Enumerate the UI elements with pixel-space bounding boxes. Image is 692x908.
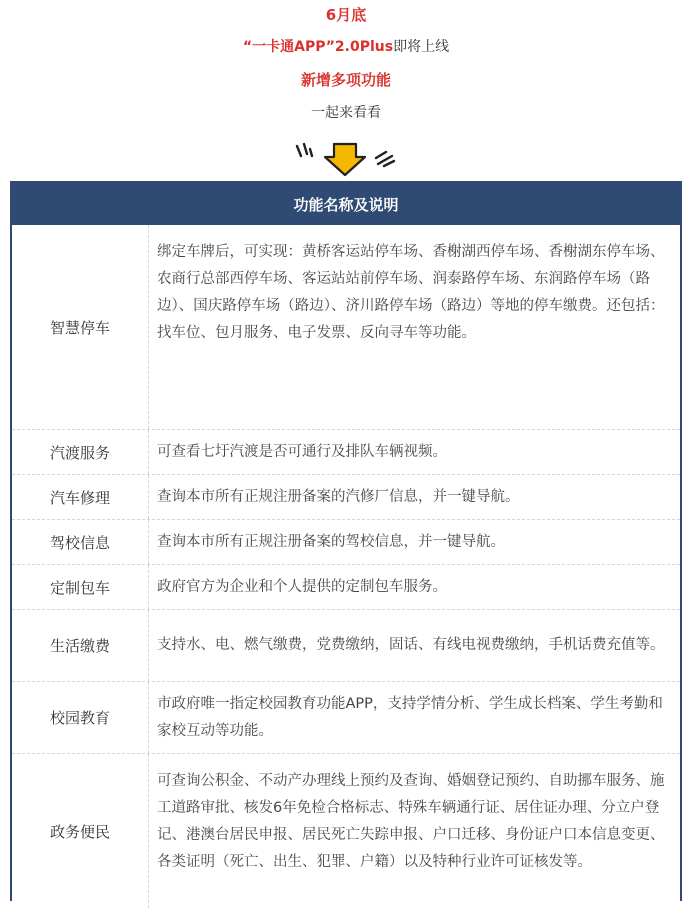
intro-launch-text: 即将上线: [393, 39, 450, 55]
table-row: [12, 610, 680, 682]
table-row: [12, 754, 680, 908]
intro-app-name: “一卡通APP”2.0Plus: [242, 39, 394, 55]
table-header: 功能名称及说明: [12, 183, 680, 225]
feature-name: 智慧停车: [12, 225, 149, 429]
feature-desc: 支持水、电、燃气缴费，党费缴纳，固话、有线电视费缴纳，手机话费充值等。: [157, 637, 665, 653]
table-row: [12, 520, 680, 565]
feature-name: 生活缴费: [12, 610, 149, 681]
feature-name: 驾校信息: [12, 520, 149, 564]
arrow-decoration: [290, 140, 402, 180]
feature-desc: 查询本市所有正规注册备案的驾校信息，并一键导航。: [157, 533, 505, 550]
intro-new-features: 新增多项功能: [300, 71, 391, 89]
feature-desc: 绑定车牌后，可实现：黄桥客运站停车场、香榭湖西停车场、香榭湖东停车场、农商行总部西停车场、客运站站前停车场、润泰路停车场、东润路停车场（路边）、国庆路停车场（路边）、济川路停车场（路边）等地的停车缴费。还包括：找车位、包月服务、电子发票、反向寻车等功能。: [157, 244, 665, 341]
sparkle-right-icon: [376, 152, 394, 166]
feature-table: [10, 181, 682, 901]
feature-name: 政务便民: [12, 754, 149, 908]
down-arrow-icon: [325, 144, 365, 175]
feature-desc: 政府官方为企业和个人提供的定制包车服务。: [157, 578, 447, 595]
feature-desc: 查询本市所有正规注册备案的汽修厂信息，并一键导航。: [157, 488, 520, 505]
feature-name: 汽渡服务: [12, 430, 149, 474]
table-row: [12, 430, 680, 475]
feature-desc: 可查看七圩汽渡是否可通行及排队车辆视频。: [157, 443, 447, 460]
table-row: [12, 565, 680, 610]
table-row: [12, 225, 680, 430]
feature-desc: 市政府唯一指定校园教育功能APP，支持学情分析、学生成长档案、学生考勤和家校互动等功能。: [157, 695, 663, 739]
intro-launch: [0, 36, 692, 56]
intro-look: 一起来看看: [311, 105, 381, 121]
feature-name: 汽车修理: [12, 475, 149, 519]
table-row: [12, 475, 680, 520]
feature-name: 校园教育: [12, 682, 149, 753]
intro-date: 6月底: [325, 6, 367, 24]
feature-name: 定制包车: [12, 565, 149, 609]
table-row: [12, 682, 680, 754]
sparkle-left-icon: [297, 144, 312, 156]
feature-desc: 可查询公积金、不动产办理线上预约及查询、婚姻登记预约、自助挪车服务、施工道路审批、核发6年免检合格标志、特殊车辆通行证、居住证办理、分立户登记、港澳台居民申报、居民死亡失踪申报、户口迁移、身份证户口本信息变更、各类证明（死亡、出生、犯罪、户籍）以及特种行业许可证核发等。: [157, 773, 665, 870]
